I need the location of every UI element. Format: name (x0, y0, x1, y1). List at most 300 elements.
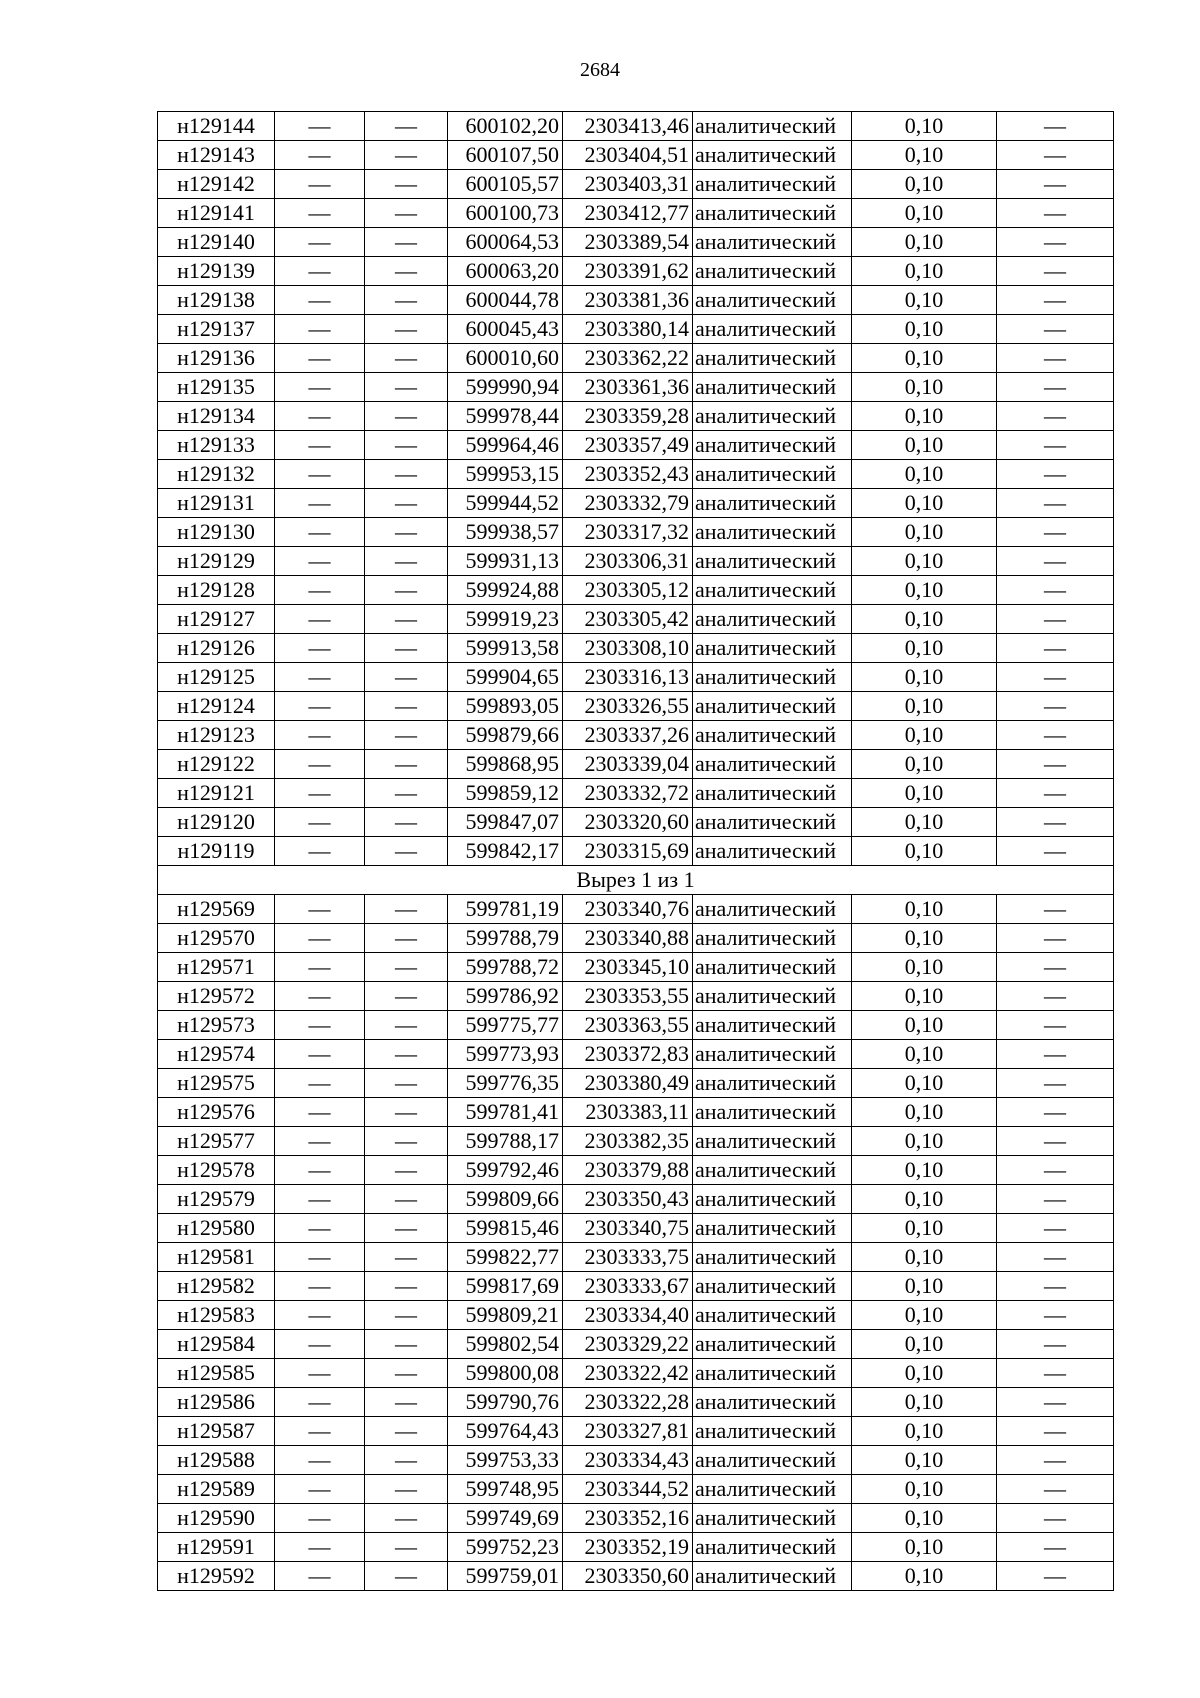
x-coordinate-cell: 599924,88 (448, 576, 563, 605)
dash-cell: — (275, 1417, 365, 1446)
dash-cell: — (275, 924, 365, 953)
y-coordinate-cell: 2303363,55 (563, 1011, 693, 1040)
dash-cell: — (997, 1156, 1114, 1185)
point-id-cell: н129579 (158, 1185, 275, 1214)
method-cell: аналитический (693, 808, 852, 837)
dash-cell: — (997, 924, 1114, 953)
y-coordinate-cell: 2303379,88 (563, 1156, 693, 1185)
dash-cell: — (997, 1069, 1114, 1098)
method-cell: аналитический (693, 547, 852, 576)
x-coordinate-cell: 599893,05 (448, 692, 563, 721)
y-coordinate-cell: 2303339,04 (563, 750, 693, 779)
accuracy-cell: 0,10 (852, 460, 997, 489)
x-coordinate-cell: 599904,65 (448, 663, 563, 692)
accuracy-cell: 0,10 (852, 373, 997, 402)
x-coordinate-cell: 599749,69 (448, 1504, 563, 1533)
dash-cell: — (997, 1272, 1114, 1301)
accuracy-cell: 0,10 (852, 1446, 997, 1475)
point-id-cell: н129140 (158, 228, 275, 257)
dash-cell: — (365, 170, 448, 199)
accuracy-cell: 0,10 (852, 721, 997, 750)
table-row (158, 402, 1114, 431)
dash-cell: — (365, 1359, 448, 1388)
x-coordinate-cell: 599775,77 (448, 1011, 563, 1040)
dash-cell: — (365, 1504, 448, 1533)
dash-cell: — (275, 1156, 365, 1185)
dash-cell: — (275, 1040, 365, 1069)
dash-cell: — (365, 1011, 448, 1040)
section-header-row (158, 866, 1114, 895)
point-id-cell: н129121 (158, 779, 275, 808)
accuracy-cell: 0,10 (852, 518, 997, 547)
dash-cell: — (365, 779, 448, 808)
accuracy-cell: 0,10 (852, 1562, 997, 1591)
method-cell: аналитический (693, 1272, 852, 1301)
y-coordinate-cell: 2303350,60 (563, 1562, 693, 1591)
dash-cell: — (997, 1475, 1114, 1504)
point-id-cell: н129572 (158, 982, 275, 1011)
table-row (158, 721, 1114, 750)
x-coordinate-cell: 599919,23 (448, 605, 563, 634)
method-cell: аналитический (693, 1417, 852, 1446)
y-coordinate-cell: 2303382,35 (563, 1127, 693, 1156)
accuracy-cell: 0,10 (852, 605, 997, 634)
method-cell: аналитический (693, 518, 852, 547)
y-coordinate-cell: 2303344,52 (563, 1475, 693, 1504)
accuracy-cell: 0,10 (852, 1040, 997, 1069)
accuracy-cell: 0,10 (852, 1011, 997, 1040)
accuracy-cell: 0,10 (852, 1069, 997, 1098)
dash-cell: — (997, 112, 1114, 141)
x-coordinate-cell: 599776,35 (448, 1069, 563, 1098)
dash-cell: — (997, 460, 1114, 489)
dash-cell: — (997, 315, 1114, 344)
dash-cell: — (997, 1301, 1114, 1330)
accuracy-cell: 0,10 (852, 1388, 997, 1417)
table-row (158, 489, 1114, 518)
dash-cell: — (365, 924, 448, 953)
dash-cell: — (365, 518, 448, 547)
dash-cell: — (365, 1533, 448, 1562)
y-coordinate-cell: 2303412,77 (563, 199, 693, 228)
dash-cell: — (365, 315, 448, 344)
accuracy-cell: 0,10 (852, 1533, 997, 1562)
method-cell: аналитический (693, 315, 852, 344)
x-coordinate-cell: 599788,79 (448, 924, 563, 953)
point-id-cell: н129127 (158, 605, 275, 634)
dash-cell: — (997, 1330, 1114, 1359)
accuracy-cell: 0,10 (852, 257, 997, 286)
method-cell: аналитический (693, 1214, 852, 1243)
table-row (158, 1156, 1114, 1185)
y-coordinate-cell: 2303383,11 (563, 1098, 693, 1127)
accuracy-cell: 0,10 (852, 1127, 997, 1156)
dash-cell: — (997, 1011, 1114, 1040)
method-cell: аналитический (693, 489, 852, 518)
y-coordinate-cell: 2303403,31 (563, 170, 693, 199)
table-row (158, 170, 1114, 199)
y-coordinate-cell: 2303350,43 (563, 1185, 693, 1214)
dash-cell: — (365, 286, 448, 315)
table-row (158, 1243, 1114, 1272)
table-row (158, 808, 1114, 837)
dash-cell: — (365, 1301, 448, 1330)
point-id-cell: н129591 (158, 1533, 275, 1562)
dash-cell: — (275, 982, 365, 1011)
point-id-cell: н129126 (158, 634, 275, 663)
x-coordinate-cell: 599868,95 (448, 750, 563, 779)
table-body (158, 112, 1114, 1591)
method-cell: аналитический (693, 1475, 852, 1504)
y-coordinate-cell: 2303332,79 (563, 489, 693, 518)
dash-cell: — (365, 663, 448, 692)
table-row (158, 1533, 1114, 1562)
dash-cell: — (365, 750, 448, 779)
method-cell: аналитический (693, 924, 852, 953)
dash-cell: — (275, 257, 365, 286)
y-coordinate-cell: 2303352,43 (563, 460, 693, 489)
point-id-cell: н129125 (158, 663, 275, 692)
point-id-cell: н129583 (158, 1301, 275, 1330)
table-row (158, 779, 1114, 808)
dash-cell: — (997, 1533, 1114, 1562)
x-coordinate-cell: 599913,58 (448, 634, 563, 663)
method-cell: аналитический (693, 721, 852, 750)
point-id-cell: н129587 (158, 1417, 275, 1446)
dash-cell: — (997, 663, 1114, 692)
x-coordinate-cell: 600107,50 (448, 141, 563, 170)
method-cell: аналитический (693, 402, 852, 431)
accuracy-cell: 0,10 (852, 286, 997, 315)
table-row (158, 953, 1114, 982)
dash-cell: — (997, 1243, 1114, 1272)
point-id-cell: н129585 (158, 1359, 275, 1388)
point-id-cell: н129131 (158, 489, 275, 518)
table-row (158, 1098, 1114, 1127)
dash-cell: — (365, 982, 448, 1011)
dash-cell: — (275, 402, 365, 431)
table-row (158, 199, 1114, 228)
accuracy-cell: 0,10 (852, 634, 997, 663)
dash-cell: — (365, 1272, 448, 1301)
x-coordinate-cell: 599786,92 (448, 982, 563, 1011)
y-coordinate-cell: 2303340,75 (563, 1214, 693, 1243)
method-cell: аналитический (693, 1301, 852, 1330)
dash-cell: — (275, 1504, 365, 1533)
dash-cell: — (275, 605, 365, 634)
dash-cell: — (997, 692, 1114, 721)
x-coordinate-cell: 599764,43 (448, 1417, 563, 1446)
accuracy-cell: 0,10 (852, 1185, 997, 1214)
table-row (158, 576, 1114, 605)
coordinates-table (157, 111, 1114, 1591)
dash-cell: — (365, 1127, 448, 1156)
method-cell: аналитический (693, 460, 852, 489)
accuracy-cell: 0,10 (852, 431, 997, 460)
y-coordinate-cell: 2303352,16 (563, 1504, 693, 1533)
page-number: 2684 (580, 59, 620, 81)
method-cell: аналитический (693, 1069, 852, 1098)
table-row (158, 837, 1114, 866)
table-row (158, 1388, 1114, 1417)
dash-cell: — (275, 141, 365, 170)
dash-cell: — (275, 1243, 365, 1272)
dash-cell: — (275, 489, 365, 518)
dash-cell: — (997, 750, 1114, 779)
dash-cell: — (365, 605, 448, 634)
dash-cell: — (997, 170, 1114, 199)
x-coordinate-cell: 599990,94 (448, 373, 563, 402)
y-coordinate-cell: 2303322,28 (563, 1388, 693, 1417)
table-row (158, 547, 1114, 576)
x-coordinate-cell: 599792,46 (448, 1156, 563, 1185)
x-coordinate-cell: 599842,17 (448, 837, 563, 866)
dash-cell: — (997, 779, 1114, 808)
dash-cell: — (365, 953, 448, 982)
point-id-cell: н129142 (158, 170, 275, 199)
table-row (158, 1562, 1114, 1591)
dash-cell: — (997, 634, 1114, 663)
dash-cell: — (275, 1388, 365, 1417)
dash-cell: — (275, 1359, 365, 1388)
method-cell: аналитический (693, 1011, 852, 1040)
dash-cell: — (365, 1156, 448, 1185)
table-row (158, 1040, 1114, 1069)
point-id-cell: н129144 (158, 112, 275, 141)
method-cell: аналитический (693, 112, 852, 141)
accuracy-cell: 0,10 (852, 779, 997, 808)
method-cell: аналитический (693, 431, 852, 460)
x-coordinate-cell: 599978,44 (448, 402, 563, 431)
y-coordinate-cell: 2303413,46 (563, 112, 693, 141)
accuracy-cell: 0,10 (852, 1272, 997, 1301)
dash-cell: — (365, 576, 448, 605)
table-row (158, 257, 1114, 286)
point-id-cell: н129139 (158, 257, 275, 286)
x-coordinate-cell: 599788,17 (448, 1127, 563, 1156)
dash-cell: — (275, 1562, 365, 1591)
x-coordinate-cell: 600064,53 (448, 228, 563, 257)
dash-cell: — (997, 489, 1114, 518)
point-id-cell: н129128 (158, 576, 275, 605)
point-id-cell: н129130 (158, 518, 275, 547)
method-cell: аналитический (693, 1359, 852, 1388)
dash-cell: — (997, 141, 1114, 170)
dash-cell: — (997, 402, 1114, 431)
table-row (158, 663, 1114, 692)
dash-cell: — (365, 402, 448, 431)
x-coordinate-cell: 600100,73 (448, 199, 563, 228)
x-coordinate-cell: 599802,54 (448, 1330, 563, 1359)
y-coordinate-cell: 2303334,40 (563, 1301, 693, 1330)
point-id-cell: н129569 (158, 895, 275, 924)
method-cell: аналитический (693, 170, 852, 199)
x-coordinate-cell: 599781,41 (448, 1098, 563, 1127)
dash-cell: — (997, 576, 1114, 605)
table-row (158, 1359, 1114, 1388)
method-cell: аналитический (693, 257, 852, 286)
accuracy-cell: 0,10 (852, 228, 997, 257)
dash-cell: — (275, 663, 365, 692)
table-row (158, 1011, 1114, 1040)
table-row (158, 1272, 1114, 1301)
x-coordinate-cell: 600105,57 (448, 170, 563, 199)
dash-cell: — (275, 634, 365, 663)
table-row (158, 112, 1114, 141)
dash-cell: — (997, 953, 1114, 982)
y-coordinate-cell: 2303332,72 (563, 779, 693, 808)
x-coordinate-cell: 599815,46 (448, 1214, 563, 1243)
point-id-cell: н129123 (158, 721, 275, 750)
accuracy-cell: 0,10 (852, 1156, 997, 1185)
dash-cell: — (365, 895, 448, 924)
dash-cell: — (997, 1359, 1114, 1388)
dash-cell: — (997, 895, 1114, 924)
method-cell: аналитический (693, 982, 852, 1011)
method-cell: аналитический (693, 1098, 852, 1127)
x-coordinate-cell: 599953,15 (448, 460, 563, 489)
y-coordinate-cell: 2303306,31 (563, 547, 693, 576)
x-coordinate-cell: 600044,78 (448, 286, 563, 315)
dash-cell: — (365, 634, 448, 663)
y-coordinate-cell: 2303380,14 (563, 315, 693, 344)
dash-cell: — (997, 518, 1114, 547)
method-cell: аналитический (693, 663, 852, 692)
dash-cell: — (275, 895, 365, 924)
dash-cell: — (997, 1446, 1114, 1475)
dash-cell: — (365, 460, 448, 489)
point-id-cell: н129582 (158, 1272, 275, 1301)
table-row (158, 1417, 1114, 1446)
y-coordinate-cell: 2303359,28 (563, 402, 693, 431)
method-cell: аналитический (693, 199, 852, 228)
dash-cell: — (997, 1098, 1114, 1127)
accuracy-cell: 0,10 (852, 315, 997, 344)
table-row (158, 982, 1114, 1011)
y-coordinate-cell: 2303333,67 (563, 1272, 693, 1301)
dash-cell: — (997, 1388, 1114, 1417)
y-coordinate-cell: 2303340,88 (563, 924, 693, 953)
accuracy-cell: 0,10 (852, 1214, 997, 1243)
x-coordinate-cell: 599938,57 (448, 518, 563, 547)
x-coordinate-cell: 599859,12 (448, 779, 563, 808)
method-cell: аналитический (693, 286, 852, 315)
point-id-cell: н129135 (158, 373, 275, 402)
point-id-cell: н129588 (158, 1446, 275, 1475)
point-id-cell: н129592 (158, 1562, 275, 1591)
x-coordinate-cell: 599817,69 (448, 1272, 563, 1301)
point-id-cell: н129589 (158, 1475, 275, 1504)
accuracy-cell: 0,10 (852, 1330, 997, 1359)
y-coordinate-cell: 2303340,76 (563, 895, 693, 924)
method-cell: аналитический (693, 373, 852, 402)
table-row (158, 692, 1114, 721)
accuracy-cell: 0,10 (852, 692, 997, 721)
x-coordinate-cell: 599879,66 (448, 721, 563, 750)
dash-cell: — (365, 257, 448, 286)
accuracy-cell: 0,10 (852, 837, 997, 866)
table-row (158, 1185, 1114, 1214)
dash-cell: — (275, 1301, 365, 1330)
y-coordinate-cell: 2303404,51 (563, 141, 693, 170)
y-coordinate-cell: 2303391,62 (563, 257, 693, 286)
method-cell: аналитический (693, 953, 852, 982)
dash-cell: — (275, 1475, 365, 1504)
dash-cell: — (275, 170, 365, 199)
accuracy-cell: 0,10 (852, 141, 997, 170)
dash-cell: — (997, 605, 1114, 634)
accuracy-cell: 0,10 (852, 953, 997, 982)
dash-cell: — (365, 1214, 448, 1243)
table-row (158, 634, 1114, 663)
dash-cell: — (275, 518, 365, 547)
x-coordinate-cell: 599809,21 (448, 1301, 563, 1330)
dash-cell: — (275, 692, 365, 721)
y-coordinate-cell: 2303305,42 (563, 605, 693, 634)
dash-cell: — (365, 1243, 448, 1272)
dash-cell: — (997, 344, 1114, 373)
dash-cell: — (275, 1214, 365, 1243)
dash-cell: — (275, 228, 365, 257)
dash-cell: — (365, 837, 448, 866)
x-coordinate-cell: 600102,20 (448, 112, 563, 141)
dash-cell: — (365, 1562, 448, 1591)
dash-cell: — (365, 1040, 448, 1069)
x-coordinate-cell: 599790,76 (448, 1388, 563, 1417)
point-id-cell: н129574 (158, 1040, 275, 1069)
table-row (158, 373, 1114, 402)
table-row (158, 1475, 1114, 1504)
x-coordinate-cell: 599773,93 (448, 1040, 563, 1069)
dash-cell: — (997, 431, 1114, 460)
point-id-cell: н129581 (158, 1243, 275, 1272)
accuracy-cell: 0,10 (852, 924, 997, 953)
dash-cell: — (275, 199, 365, 228)
method-cell: аналитический (693, 1533, 852, 1562)
dash-cell: — (365, 1185, 448, 1214)
point-id-cell: н129576 (158, 1098, 275, 1127)
method-cell: аналитический (693, 1446, 852, 1475)
y-coordinate-cell: 2303334,43 (563, 1446, 693, 1475)
dash-cell: — (997, 199, 1114, 228)
y-coordinate-cell: 2303308,10 (563, 634, 693, 663)
dash-cell: — (275, 1185, 365, 1214)
dash-cell: — (365, 489, 448, 518)
accuracy-cell: 0,10 (852, 489, 997, 518)
dash-cell: — (275, 112, 365, 141)
dash-cell: — (275, 373, 365, 402)
table-row (158, 431, 1114, 460)
point-id-cell: н129120 (158, 808, 275, 837)
point-id-cell: н129586 (158, 1388, 275, 1417)
dash-cell: — (275, 1446, 365, 1475)
y-coordinate-cell: 2303329,22 (563, 1330, 693, 1359)
x-coordinate-cell: 600063,20 (448, 257, 563, 286)
table-row (158, 1069, 1114, 1098)
dash-cell: — (997, 547, 1114, 576)
accuracy-cell: 0,10 (852, 576, 997, 605)
dash-cell: — (997, 1417, 1114, 1446)
accuracy-cell: 0,10 (852, 170, 997, 199)
point-id-cell: н129570 (158, 924, 275, 953)
point-id-cell: н129129 (158, 547, 275, 576)
dash-cell: — (275, 576, 365, 605)
table-row (158, 605, 1114, 634)
method-cell: аналитический (693, 1040, 852, 1069)
method-cell: аналитический (693, 141, 852, 170)
dash-cell: — (275, 1098, 365, 1127)
accuracy-cell: 0,10 (852, 402, 997, 431)
